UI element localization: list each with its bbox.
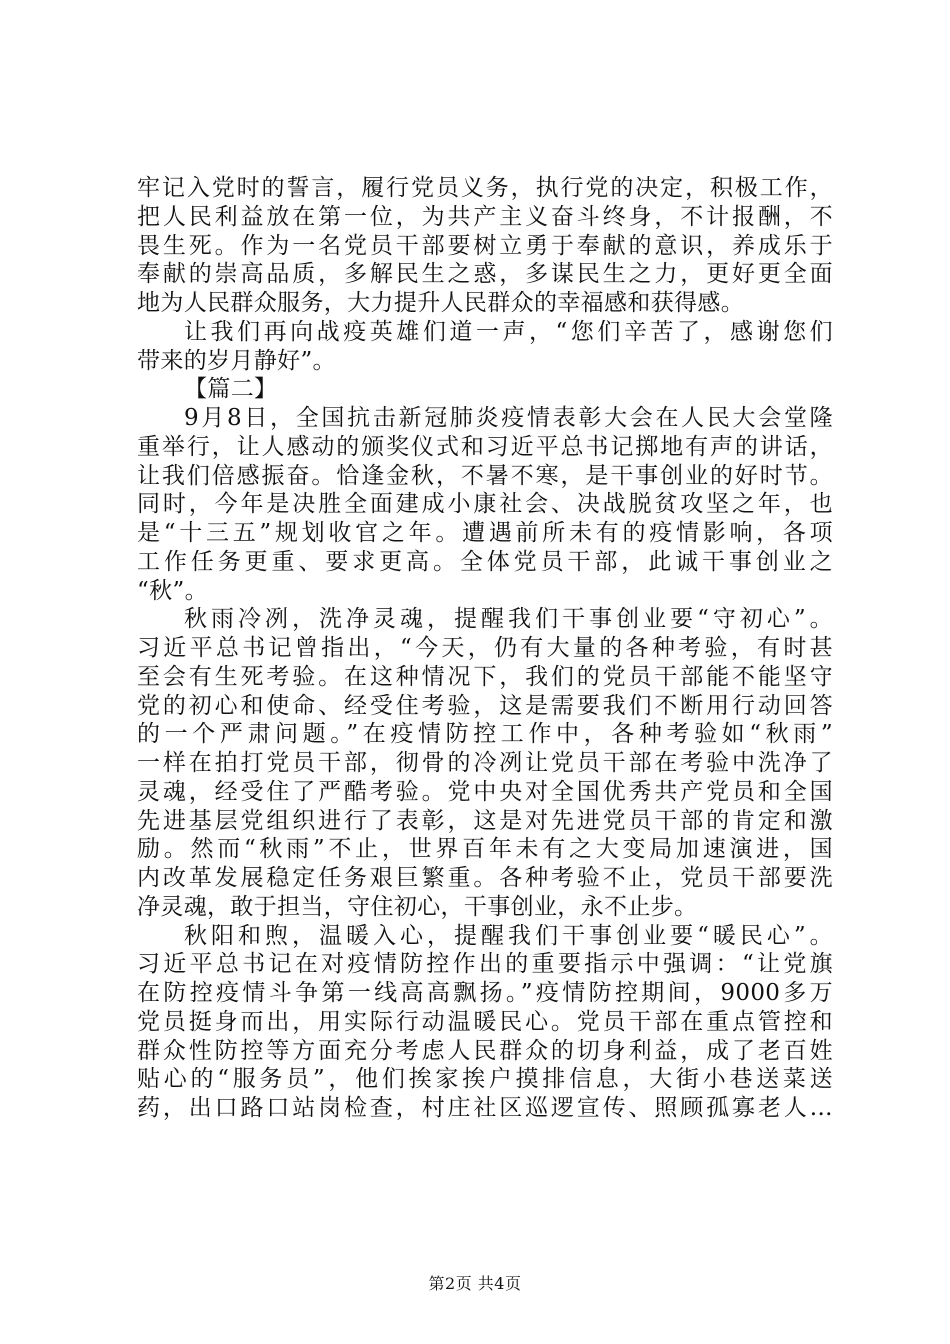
body-line: 9月8日，全国抗击新冠肺炎疫情表彰大会在人民大会堂隆 xyxy=(184,405,833,431)
section-heading: 【篇二】 xyxy=(184,376,278,403)
body-line: 至会有生死考验。在这种情况下，我们的党员干部能不能坚守 xyxy=(137,663,833,690)
body-line: 地为人民群众服务，大力提升人民群众的幸福感和获得感。 xyxy=(137,290,745,316)
body-line: 内改革发展稳定任务艰巨繁重。各种考验不止，党员干部要洗 xyxy=(137,865,833,891)
body-line: 药，出口路口站岗检查，村庄社区巡逻宣传、照顾孤寡老人… xyxy=(137,1095,833,1121)
body-line: 让我们再向战疫英雄们道一声，“您们辛苦了，感谢您们 xyxy=(184,318,833,345)
body-line: 励。然而“秋雨”不止，世界百年未有之大变局加速演进，国 xyxy=(137,836,833,863)
body-line: 习近平总书记在对疫情防控作出的重要指示中强调：“让党旗 xyxy=(137,951,833,978)
body-line: 带来的岁月静好”。 xyxy=(137,347,336,374)
document-body xyxy=(137,174,833,1123)
body-line: 同时，今年是决胜全面建成小康社会、决战脱贫攻坚之年，也 xyxy=(137,491,833,518)
body-line: 的一个严肃问题。”在疫情防控工作中，各种考验如“秋雨” xyxy=(137,721,833,748)
body-line: 先进基层党组织进行了表彰，这是对先进党员干部的肯定和激 xyxy=(137,807,833,834)
body-line: 畏生死。作为一名党员干部要树立勇于奉献的意识，养成乐于 xyxy=(137,232,833,259)
body-line: 习近平总书记曾指出，“今天，仍有大量的各种考验，有时甚 xyxy=(137,635,833,661)
body-line: 重举行，让人感动的颁奖仪式和习近平总书记掷地有声的讲话， xyxy=(137,433,833,460)
body-line: 灵魂，经受住了严酷考验。党中央对全国优秀共产党员和全国 xyxy=(137,778,833,805)
body-line: 在防控疫情斗争第一线高高飘扬。”疫情防控期间，9000多万 xyxy=(137,980,833,1006)
body-line: 贴心的“服务员”，他们挨家挨户摸排信息，大街小巷送菜送 xyxy=(137,1066,833,1093)
body-line: 是“十三五”规划收官之年。遭遇前所未有的疫情影响，各项 xyxy=(137,520,833,546)
page-footer xyxy=(0,1274,950,1294)
body-line: 把人民利益放在第一位，为共产主义奋斗终身，不计报酬，不 xyxy=(137,203,833,230)
body-line: 党员挺身而出，用实际行动温暖民心。党员干部在重点管控和 xyxy=(137,1008,833,1035)
body-line: 工作任务更重、要求更高。全体党员干部，此诚干事创业之 xyxy=(137,548,833,575)
body-line: 秋雨冷冽，洗净灵魂，提醒我们干事创业要“守初心”。 xyxy=(184,606,833,633)
body-line: “秋”。 xyxy=(137,577,208,604)
body-line: 奉献的崇高品质，多解民生之惑，多谋民生之力，更好更全面 xyxy=(137,261,833,288)
body-line: 秋阳和煦，温暖入心，提醒我们干事创业要“暖民心”。 xyxy=(184,922,833,949)
body-line: 党的初心和使命、经受住考验，这是需要我们不断用行动回答 xyxy=(137,692,833,719)
body-line: 让我们倍感振奋。恰逢金秋，不暑不寒，是干事创业的好时节。 xyxy=(137,462,833,489)
body-line: 牢记入党时的誓言，履行党员义务，执行党的决定，积极工作， xyxy=(137,175,833,201)
body-line: 群众性防控等方面充分考虑人民群众的切身利益，成了老百姓 xyxy=(137,1037,833,1064)
body-line: 一样在拍打党员干部，彻骨的冷冽让党员干部在考验中洗净了 xyxy=(137,750,833,776)
page-number-label: 第2页 共4页 xyxy=(428,1274,522,1293)
body-line: 净灵魂，敢于担当，守住初心，干事创业，永不止步。 xyxy=(137,893,698,920)
